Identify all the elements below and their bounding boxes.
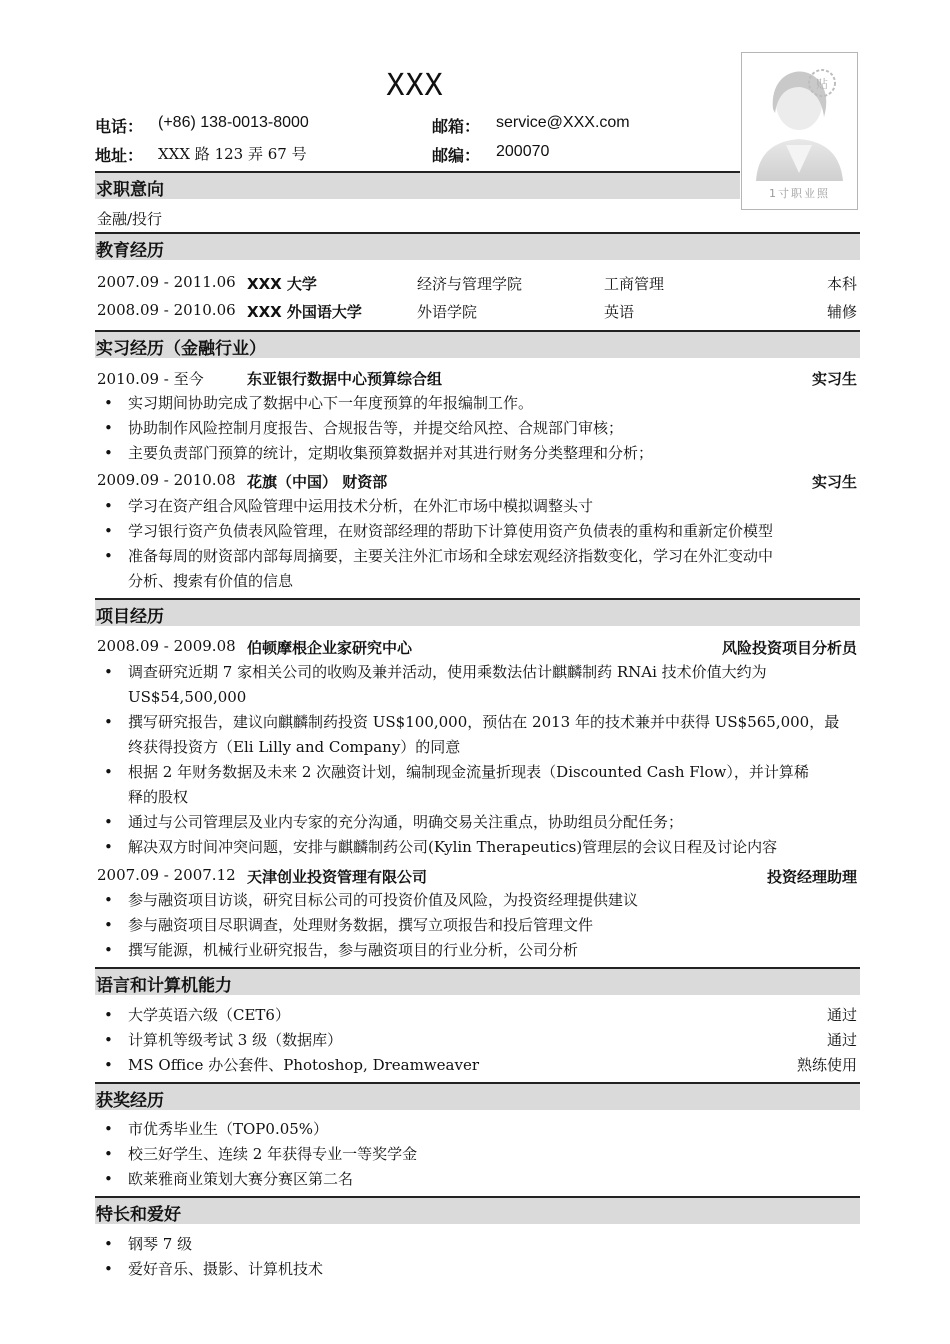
edu-school: XXX 外国语大学 — [247, 303, 362, 321]
bullet: • — [104, 763, 113, 781]
section-internship — [95, 330, 860, 358]
bullet: • — [104, 891, 113, 909]
bullet: • — [104, 1235, 113, 1253]
job-org: 天津创业投资管理有限公司 — [247, 868, 428, 886]
bullet: • — [104, 1260, 113, 1278]
job-header — [97, 637, 857, 661]
bullet: • — [104, 394, 113, 412]
education-row — [97, 301, 857, 325]
job-role: 实习生 — [811, 370, 857, 388]
bullet: • — [104, 1170, 113, 1188]
section-title: 项目经历 — [96, 607, 164, 627]
job-header — [97, 368, 857, 392]
bullet: • — [104, 1120, 113, 1138]
job-header — [97, 471, 857, 495]
job-period: 2008.09 - 2009.08 — [97, 637, 236, 655]
job-period: 2009.09 - 2010.08 — [97, 471, 236, 489]
job-org: 东亚银行数据中心预算综合组 — [247, 370, 443, 388]
section-title: 教育经历 — [96, 241, 164, 261]
section-awards — [95, 1082, 860, 1110]
bullet: • — [104, 547, 113, 565]
education-row — [97, 273, 857, 297]
section-hobbies — [95, 1196, 860, 1224]
section-objective — [95, 171, 740, 199]
svg-text:贴: 贴 — [815, 77, 829, 91]
section-skills — [95, 967, 860, 995]
edu-degree: 辅修 — [826, 303, 857, 321]
person-silhouette-icon — [742, 53, 857, 183]
zip-label: 邮编： — [432, 146, 481, 165]
objective-value: 金融/投行 — [97, 210, 163, 228]
bullet: • — [104, 1056, 113, 1074]
job-period: 2010.09 - 至今 — [97, 370, 204, 388]
bullet: • — [104, 838, 113, 856]
bullet: • — [104, 663, 113, 681]
section-education — [95, 232, 860, 260]
job-period: 2007.09 - 2007.12 — [97, 866, 236, 884]
section-title: 获奖经历 — [96, 1091, 164, 1111]
email-value: service@XXX.com — [496, 114, 630, 131]
phone-value: (+86) 138-0013-8000 — [158, 114, 309, 131]
job-org: 伯顿摩根企业家研究中心 — [247, 639, 413, 657]
section-title: 语言和计算机能力 — [96, 976, 232, 996]
zip-value: 200070 — [496, 143, 550, 160]
bullet: • — [104, 813, 113, 831]
photo-placeholder — [741, 52, 858, 210]
bullet: • — [104, 1145, 113, 1163]
resume-name: XXX — [386, 68, 444, 103]
edu-period: 2008.09 - 2010.06 — [97, 301, 236, 319]
bullet: • — [104, 497, 113, 515]
bullet: • — [104, 1006, 113, 1024]
job-header — [97, 866, 857, 890]
edu-major: 英语 — [604, 303, 635, 321]
job-role: 实习生 — [811, 473, 857, 491]
bullet: • — [104, 419, 113, 437]
edu-period: 2007.09 - 2011.06 — [97, 273, 236, 291]
skill-level: 通过 — [826, 1006, 857, 1024]
section-title: 特长和爱好 — [96, 1205, 181, 1225]
bullet: • — [104, 941, 113, 959]
job-role: 投资经理助理 — [766, 868, 857, 886]
job-role: 风险投资项目分析员 — [721, 639, 857, 657]
skill-level: 熟练使用 — [796, 1056, 857, 1074]
photo-caption: 1寸职业照 — [769, 187, 830, 200]
bullet: • — [104, 444, 113, 462]
edu-degree: 本科 — [826, 275, 857, 293]
bullet: • — [104, 1031, 113, 1049]
job-org: 花旗（中国） 财资部 — [247, 473, 388, 491]
phone-label: 电话： — [95, 117, 144, 136]
edu-major: 工商管理 — [604, 275, 665, 293]
address-label: 地址： — [95, 146, 144, 165]
bullet: • — [104, 713, 113, 731]
edu-college: 外语学院 — [417, 303, 478, 321]
section-title: 求职意向 — [96, 180, 164, 200]
section-title: 实习经历（金融行业） — [96, 339, 266, 359]
edu-college: 经济与管理学院 — [417, 275, 523, 293]
email-label: 邮箱： — [432, 117, 481, 136]
section-projects — [95, 598, 860, 626]
bullet: • — [104, 916, 113, 934]
skill-level: 通过 — [826, 1031, 857, 1049]
edu-school: XXX 大学 — [247, 275, 317, 293]
bullet: • — [104, 522, 113, 540]
address-value: XXX 路 123 弄 67 号 — [158, 145, 307, 163]
